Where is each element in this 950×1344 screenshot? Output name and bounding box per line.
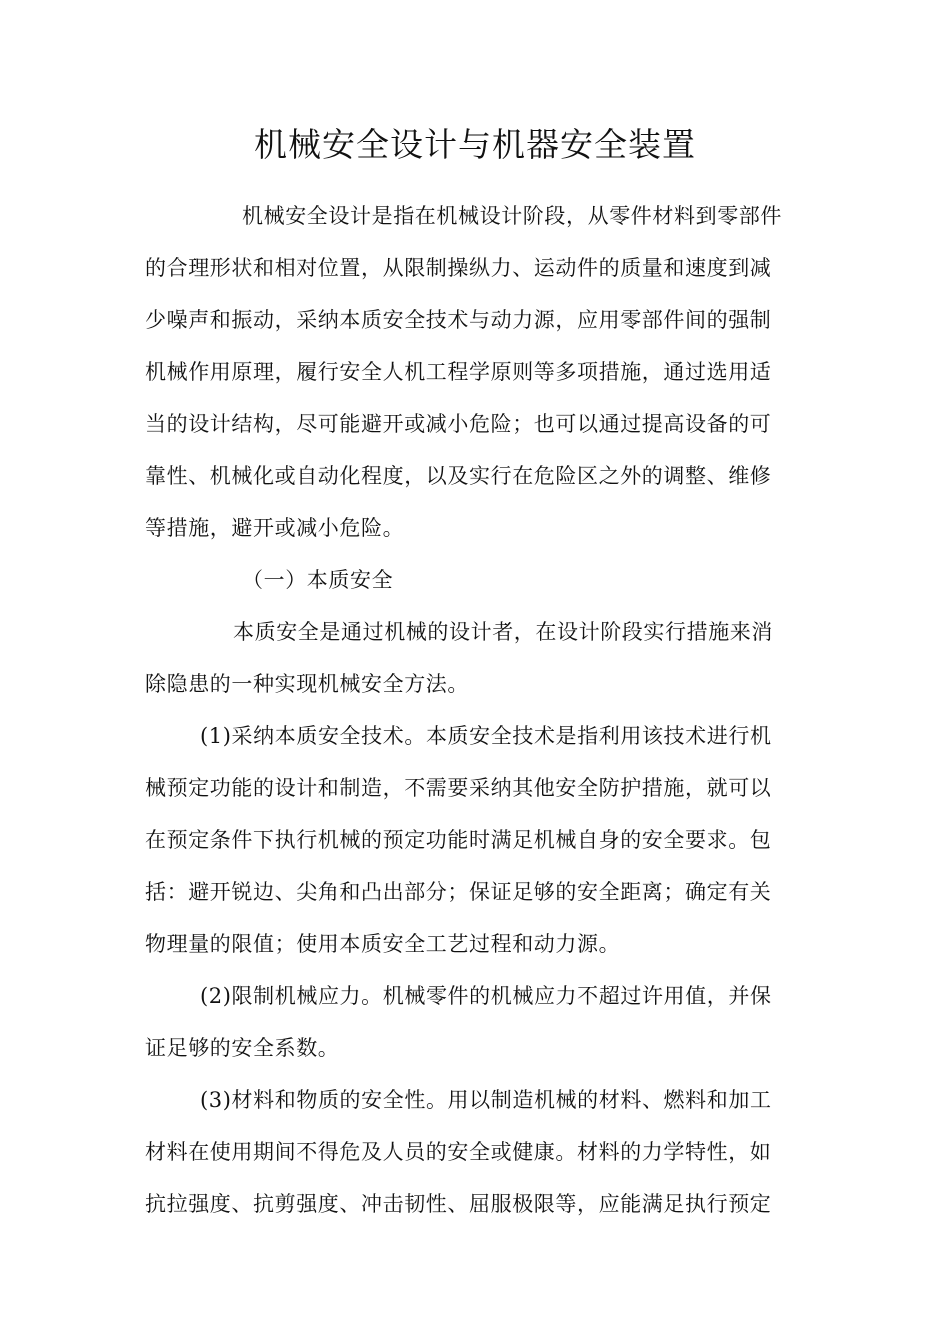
paragraph-line: 当的设计结构，尽可能避开或减小危险；也可以通过提高设备的可 — [145, 412, 772, 436]
paragraph-line: 本质安全是通过机械的设计者，在设计阶段实行措施来消 — [233, 620, 773, 644]
paragraph-line: 物理量的限值；使用本质安全工艺过程和动力源。 — [145, 932, 621, 956]
paragraph-line: 机械安全设计是指在机械设计阶段，从零件材料到零部件 — [242, 204, 782, 228]
paragraph-line: 除隐患的一种实现机械安全方法。 — [145, 672, 469, 696]
paragraph-line: 机械作用原理，履行安全人机工程学原则等多项措施，通过选用适 — [145, 360, 772, 384]
list-item-line: (3)材料和物质的安全性。用以制造机械的材料、燃料和加工 — [200, 1088, 772, 1112]
paragraph-line: 的合理形状和相对位置，从限制操纵力、运动件的质量和速度到减 — [145, 256, 772, 280]
paragraph-line: 在预定条件下执行机械的预定功能时满足机械自身的安全要求。包 — [145, 828, 772, 852]
section-heading: （一）本质安全 — [242, 568, 394, 592]
list-item-line: (2)限制机械应力。机械零件的机械应力不超过许用值，并保 — [200, 984, 772, 1008]
paragraph-line: 少噪声和振动，采纳本质安全技术与动力源，应用零部件间的强制 — [145, 308, 772, 332]
document-title: 机械安全设计与机器安全装置 — [254, 125, 696, 164]
paragraph-line: 等措施，避开或减小危险。 — [145, 516, 405, 540]
list-item-line: (1)采纳本质安全技术。本质安全技术是指利用该技术进行机 — [200, 724, 772, 748]
paragraph-line: 材料在使用期间不得危及人员的安全或健康。材料的力学特性，如 — [145, 1140, 772, 1164]
document-body — [145, 190, 800, 1230]
paragraph-line: 括：避开锐边、尖角和凸出部分；保证足够的安全距离；确定有关 — [145, 880, 772, 904]
paragraph-line: 靠性、机械化或自动化程度，以及实行在危险区之外的调整、维修 — [145, 464, 772, 488]
paragraph-line: 抗拉强度、抗剪强度、冲击韧性、屈服极限等，应能满足执行预定 — [145, 1192, 772, 1216]
paragraph-line: 证足够的安全系数。 — [145, 1036, 340, 1060]
paragraph-line: 械预定功能的设计和制造，不需要采纳其他安全防护措施，就可以 — [145, 776, 772, 800]
